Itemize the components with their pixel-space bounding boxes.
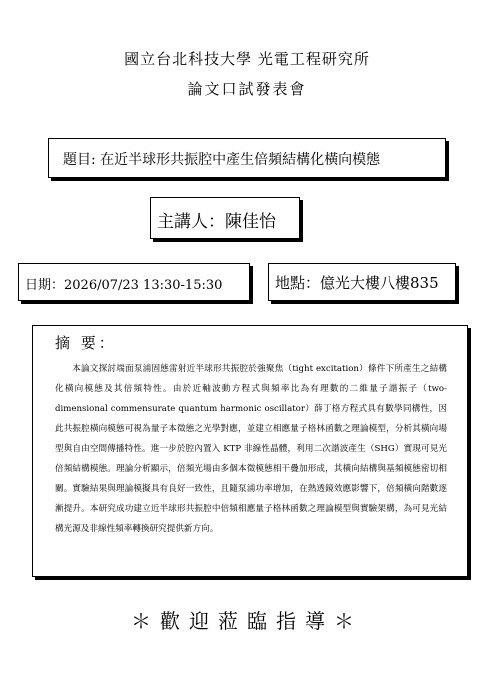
- date-box: [18, 263, 250, 301]
- speaker-name: 主講人：陳佳怡: [157, 212, 276, 232]
- event-date: 日期：2026/07/23 13:30-15:30: [25, 278, 223, 293]
- topic-box: [48, 138, 446, 178]
- location-box: [268, 263, 456, 301]
- event-title: 論文口試發表會: [187, 80, 307, 98]
- abstract-heading: 摘 要：: [55, 334, 117, 352]
- welcome-message: ＊歡迎蒞臨指導＊: [131, 609, 363, 633]
- abstract-box: [32, 325, 468, 577]
- abstract-body: 本論文探討端面泵浦固態雷射近半球形共振腔於強聚焦（tight excitation）條件下所產生之結構化橫向模態及其倍頻特性。由於近軸波動方程式與頻率比為有理數的二維量子諧振子（two-dimensional commensurate quantum harmonic oscillator）薛丁格方程式具有數學同構性，因此共振腔橫向模態可視為量子本徵態之光學對應，並建立相應量子格林函數之理論模型，分析其橫向場型與自由空間傳播特性。進一步於腔內置入 KTP 非線性晶體，利用二次諧波產生（SHG）實現可見光倍頻結構模態。理論分析顯示，倍頻光場由多個本徵模態相干疊加形成，其橫向結構與基頻模態密切相關。實驗結果與理論模擬具有良好一致性，且隨泵浦功率增加，在熱透鏡效應影響下，倍頻橫向階數逐漸提升。本研究成功建立近半球形共振腔中倍頻相應量子格林函數之理論模型與實驗架構，為可見光結構光源及非線性頻率轉換研究提供新方向。: [55, 364, 447, 534]
- thesis-topic: 題目: 在近半球形共振腔中產生倍頻結構化橫向模態: [63, 152, 381, 168]
- event-location: 地點：億光大樓八樓835: [275, 274, 439, 292]
- institute-title: 國立台北科技大學 光電工程研究所: [124, 50, 370, 68]
- speaker-box: [150, 197, 300, 239]
